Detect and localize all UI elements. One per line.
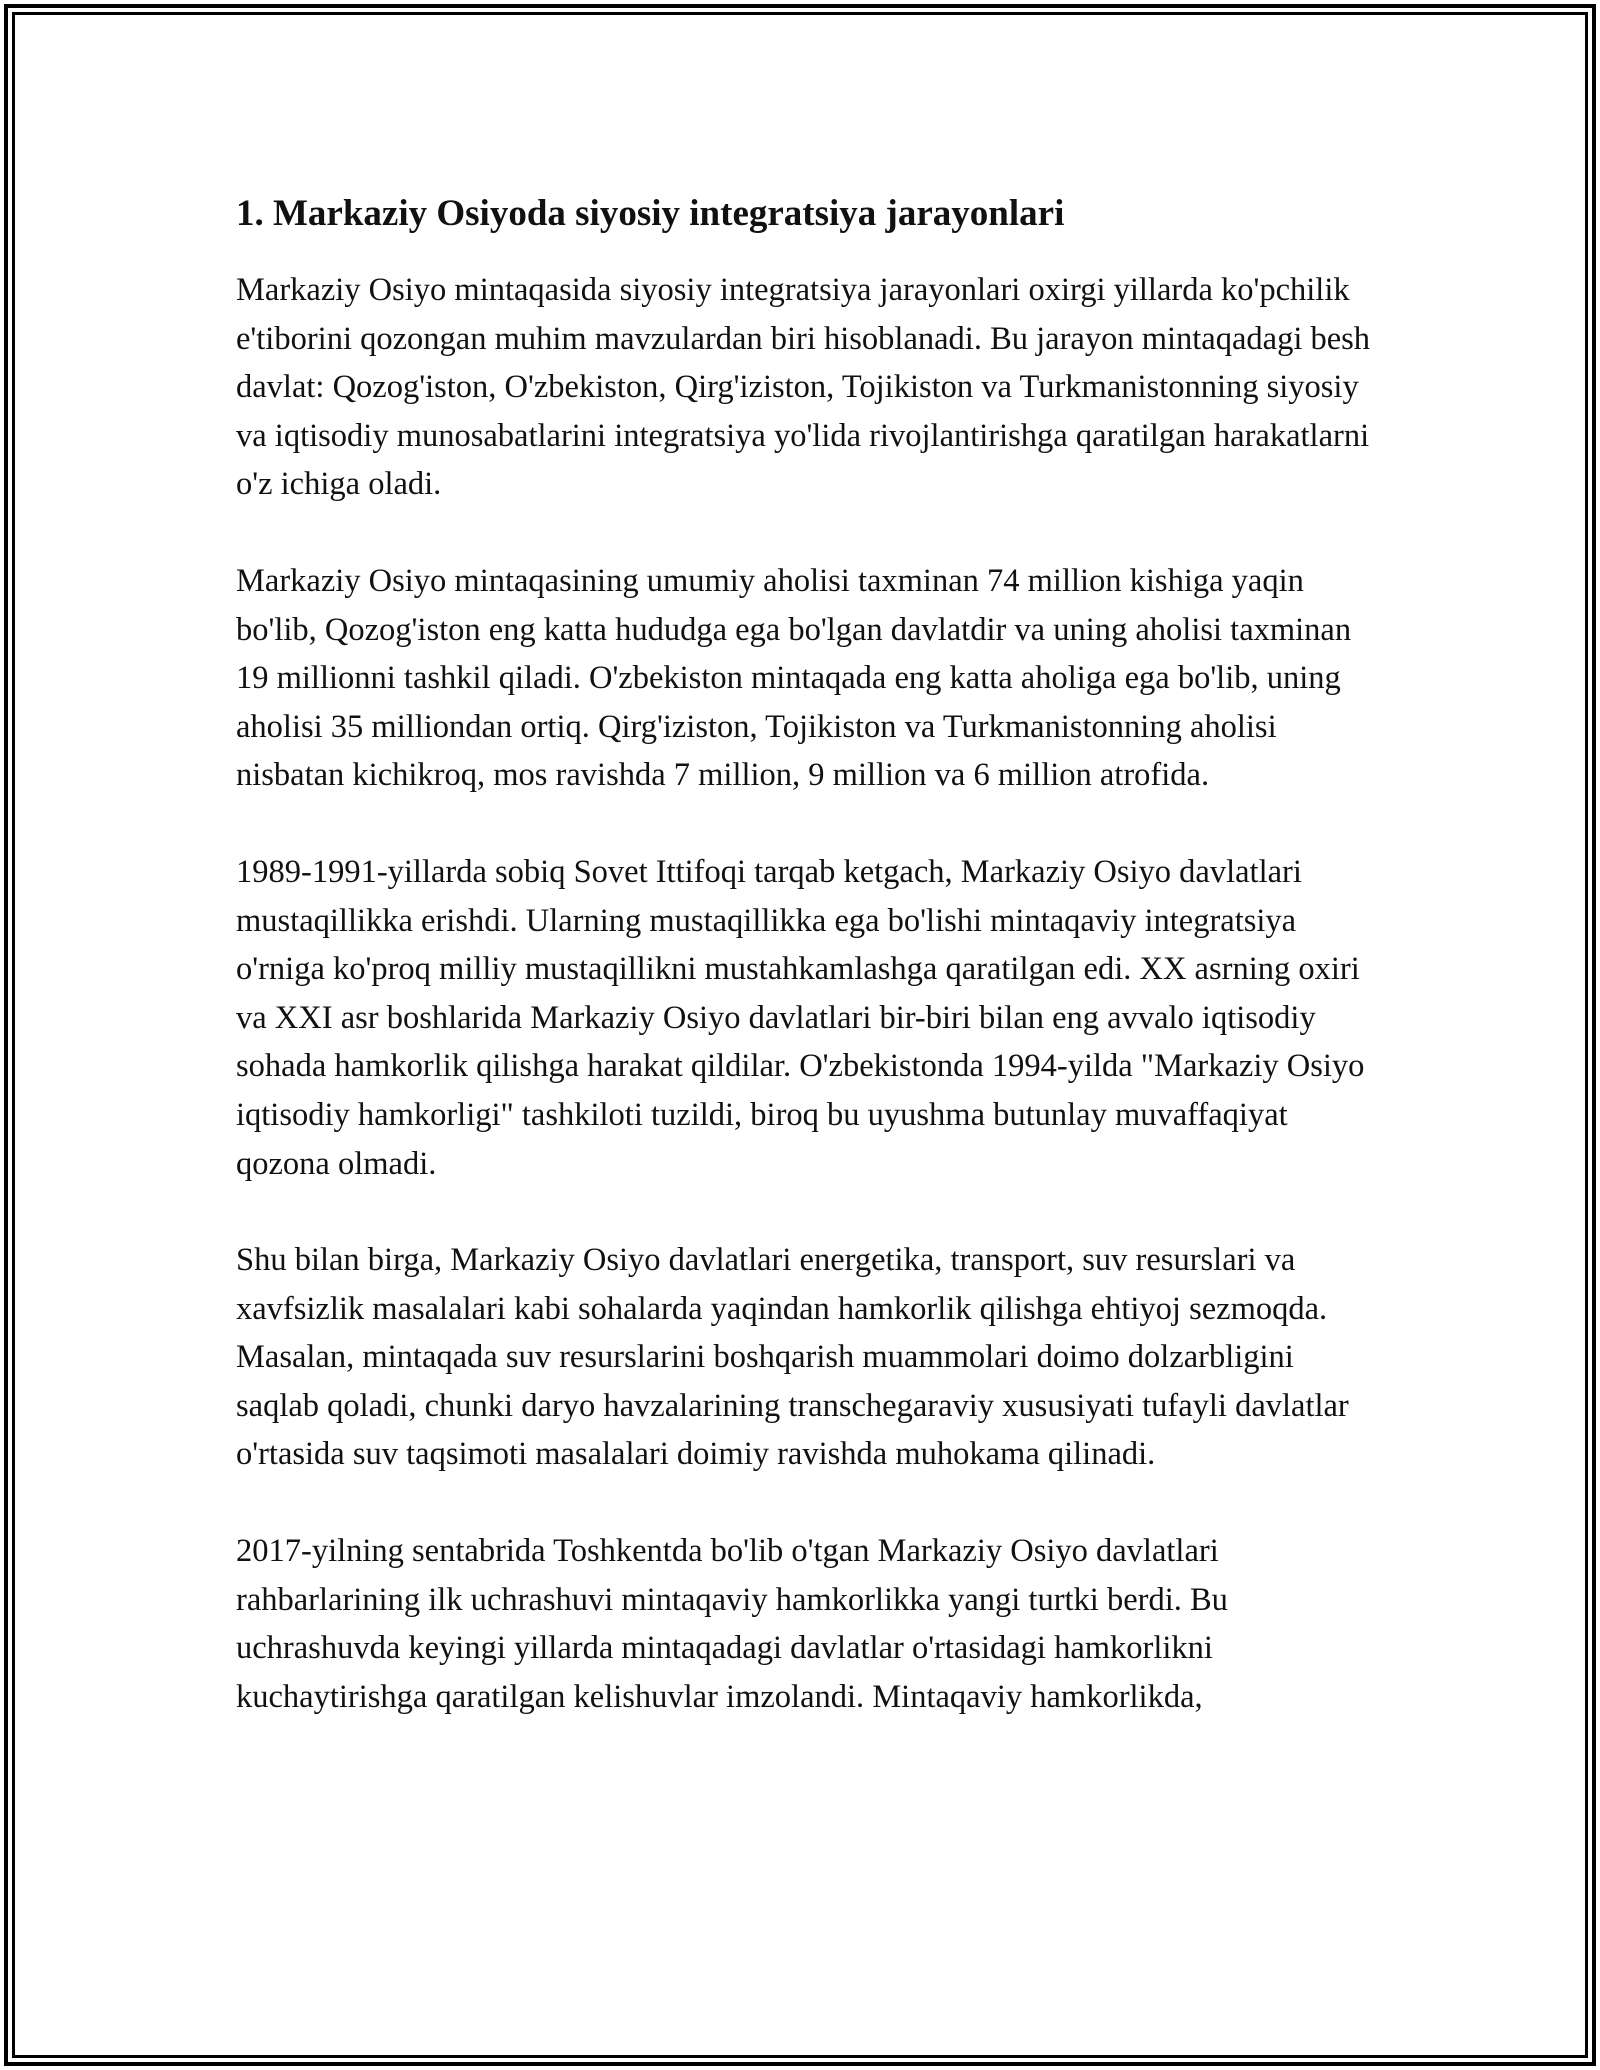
paragraph-1: Markaziy Osiyo mintaqasida siyosiy integratsiya jarayonlari oxirgi yillarda ko'pchilik e'tiborini qozongan muhim mavzulardan biri hisoblanadi. Bu jarayon mintaqadagi besh davlat: Qozog'iston, O'zbekiston, Qirg'iziston, Tojikiston va Turkmanistonning siyosiy va iqtisodiy munosabatlarini integratsiya yo'lida rivojlantirishga qaratilgan harakatlarni o'z ichiga oladi.	[236, 272, 1371, 503]
section-heading: 1. Markaziy Osiyoda siyosiy integratsiya jarayonlari	[236, 193, 1065, 234]
document-body	[236, 186, 1376, 1721]
paragraph-3: 1989-1991-yillarda sobiq Sovet Ittifoqi tarqab ketgach, Markaziy Osiyo davlatlari mustaqillikka erishdi. Ularning mustaqillikka ega bo'lishi mintaqaviy integratsiya o'rniga ko'proq milliy mustaqillikni mustahkamlashga qaratilgan edi. XX asrning oxiri va XXI asr boshlarida Markaziy Osiyo davlatlari bir-biri bilan eng avvalo iqtisodiy sohada hamkorlik qilishga harakat qildilar. O'zbekistonda 1994-yilda "Markaziy Osiyo iqtisodiy hamkorligi" tashkiloti tuzildi, biroq bu uyushma butunlay muvaffaqiyat qozona olmadi.	[236, 853, 1365, 1182]
paragraph-5: 2017-yilning sentabrida Toshkentda bo'lib o'tgan Markaziy Osiyo davlatlari rahbarlarining ilk uchrashuvi mintaqaviy hamkorlikka yangi turtki berdi. Bu uchrashuvda keyingi yillarda mintaqadagi davlatlar o'rtasidagi hamkorlikni kuchaytirishga qaratilgan kelishuvlar imzolandi. Mintaqaviy hamkorlikda,	[236, 1533, 1228, 1715]
paragraph-4: Shu bilan birga, Markaziy Osiyo davlatlari energetika, transport, suv resurslari va xavfsizlik masalalari kabi sohalarda yaqindan hamkorlik qilishga ehtiyoj sezmoqda. Masalan, mintaqada suv resurslarini boshqarish muammolari doimo dolzarbligini saqlab qoladi, chunki daryo havzalarining transchegaraviy xususiyati tufayli davlatlar o'rtasida suv taqsimoti masalalari doimiy ravishda muhokama qilinadi.	[236, 1242, 1349, 1473]
paragraph-2: Markaziy Osiyo mintaqasining umumiy aholisi taxminan 74 million kishiga yaqin bo'lib, Qozog'iston eng katta hududga ega bo'lgan davlatdir va uning aholisi taxminan 19 millionni tashkil qiladi. O'zbekiston mintaqada eng katta aholiga ega bo'lib, uning aholisi 35 milliondan ortiq. Qirg'iziston, Tojikiston va Turkmanistonning aholisi nisbatan kichikroq, mos ravishda 7 million, 9 million va 6 million atrofida.	[236, 562, 1352, 794]
